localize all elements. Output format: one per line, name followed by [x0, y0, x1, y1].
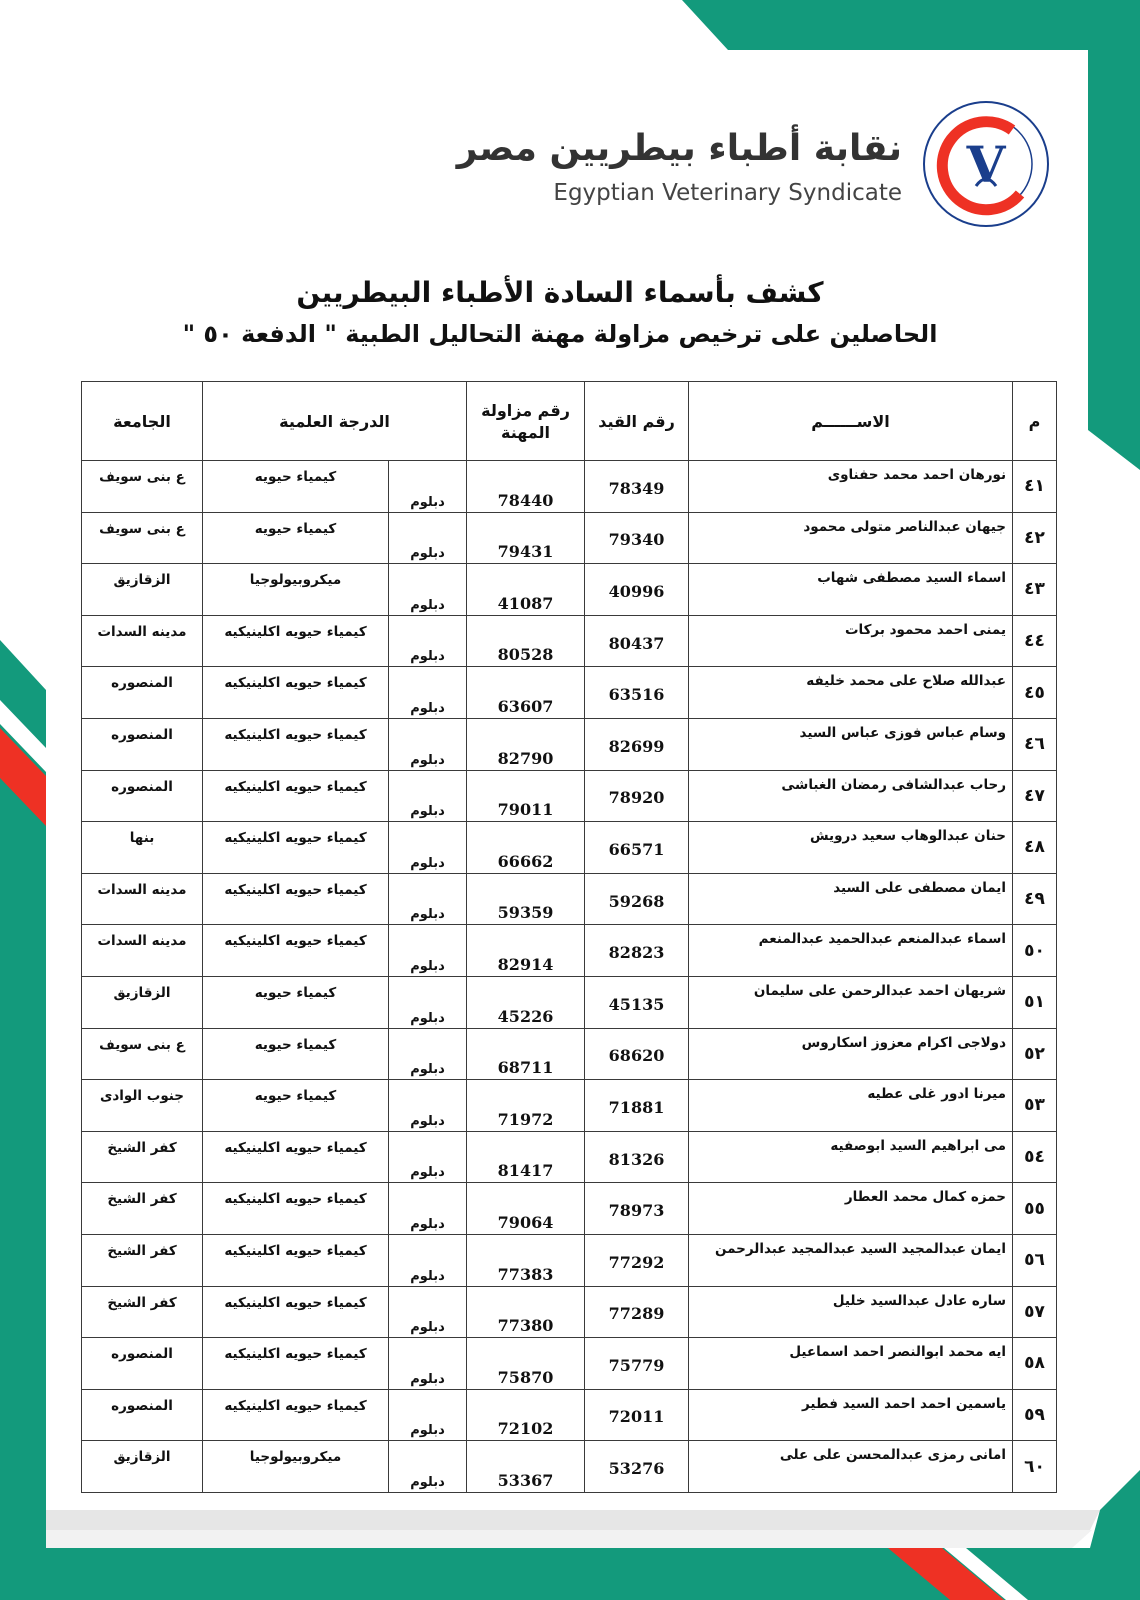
- row-number: ٤١: [1013, 461, 1057, 513]
- row-specialization: كيمياء حيويه اكلينيكيه: [203, 873, 389, 925]
- row-registration-number: 59268: [585, 873, 689, 925]
- row-degree: دبلوم: [389, 667, 467, 719]
- row-license-number: 75870: [467, 1338, 585, 1390]
- row-degree: دبلوم: [389, 1441, 467, 1493]
- row-specialization: كيمياء حيويه: [203, 1028, 389, 1080]
- row-number: ٤٤: [1013, 615, 1057, 667]
- table-row: [82, 1441, 1057, 1493]
- row-name: رحاب عبدالشافى رمضان الغباشى: [689, 770, 1013, 822]
- row-university: كفر الشيخ: [82, 1183, 203, 1235]
- row-number: ٥١: [1013, 976, 1057, 1028]
- row-name: مى ابراهيم السيد ابوصفيه: [689, 1131, 1013, 1183]
- row-degree: دبلوم: [389, 1028, 467, 1080]
- table-row: [82, 1234, 1057, 1286]
- row-degree: دبلوم: [389, 1080, 467, 1132]
- row-degree: دبلوم: [389, 1338, 467, 1390]
- row-number: ٥٤: [1013, 1131, 1057, 1183]
- syndicate-logo: [456, 98, 1052, 228]
- row-university: المنصوره: [82, 1389, 203, 1441]
- row-degree: دبلوم: [389, 718, 467, 770]
- row-registration-number: 66571: [585, 822, 689, 874]
- row-university: الزقازيق: [82, 1441, 203, 1493]
- row-degree: دبلوم: [389, 564, 467, 616]
- row-specialization: كيمياء حيويه: [203, 1080, 389, 1132]
- row-license-number: 77383: [467, 1234, 585, 1286]
- row-registration-number: 53276: [585, 1441, 689, 1493]
- row-registration-number: 82823: [585, 925, 689, 977]
- row-name: ساره عادل عبدالسيد خليل: [689, 1286, 1013, 1338]
- row-registration-number: 77292: [585, 1234, 689, 1286]
- row-license-number: 78440: [467, 461, 585, 513]
- table-row: [82, 512, 1057, 564]
- table-row: [82, 718, 1057, 770]
- table-row: [82, 770, 1057, 822]
- row-name: حنان عبدالوهاب سعيد درويش: [689, 822, 1013, 874]
- row-name: امانى رمزى عبدالمحسن على على: [689, 1441, 1013, 1493]
- row-license-number: 41087: [467, 564, 585, 616]
- row-name: ايه محمد ابوالنصر احمد اسماعيل: [689, 1338, 1013, 1390]
- row-degree: دبلوم: [389, 615, 467, 667]
- row-specialization: كيمياء حيويه: [203, 512, 389, 564]
- header-license-line2: المهنة: [501, 423, 551, 442]
- row-specialization: كيمياء حيويه اكلينيكيه: [203, 1131, 389, 1183]
- row-name: جيهان عبدالناصر متولى محمود: [689, 512, 1013, 564]
- header-name: الاســــــم: [689, 382, 1013, 461]
- row-degree: دبلوم: [389, 461, 467, 513]
- row-license-number: 79011: [467, 770, 585, 822]
- row-university: ع بنى سويف: [82, 512, 203, 564]
- row-degree: دبلوم: [389, 1389, 467, 1441]
- row-name: شريهان احمد عبدالرحمن على سليمان: [689, 976, 1013, 1028]
- bottom-right-teal-tip: [1090, 1470, 1140, 1548]
- document-subtitle: الحاصلين على ترخيص مزاولة مهنة التحاليل الطبية " الدفعة ٥٠ ": [182, 320, 938, 348]
- row-registration-number: 80437: [585, 615, 689, 667]
- row-license-number: 45226: [467, 976, 585, 1028]
- table-row: [82, 1183, 1057, 1235]
- row-license-number: 79431: [467, 512, 585, 564]
- row-number: ٤٦: [1013, 718, 1057, 770]
- row-registration-number: 81326: [585, 1131, 689, 1183]
- header-degree: الدرجة العلمية: [203, 382, 467, 461]
- table-row: [82, 925, 1057, 977]
- row-specialization: كيمياء حيويه اكلينيكيه: [203, 1286, 389, 1338]
- row-specialization: ميكروبيولوجيا: [203, 1441, 389, 1493]
- table-row: [82, 1338, 1057, 1390]
- row-degree: دبلوم: [389, 976, 467, 1028]
- row-university: المنصوره: [82, 1338, 203, 1390]
- row-registration-number: 78349: [585, 461, 689, 513]
- header-license: [467, 382, 585, 461]
- table-body: [82, 461, 1057, 1493]
- row-number: ٥٣: [1013, 1080, 1057, 1132]
- row-registration-number: 45135: [585, 976, 689, 1028]
- table-header-row: [82, 382, 1057, 461]
- row-number: ٤٢: [1013, 512, 1057, 564]
- table-row: [82, 1389, 1057, 1441]
- row-registration-number: 79340: [585, 512, 689, 564]
- physicians-table: [81, 381, 1057, 1493]
- row-degree: دبلوم: [389, 873, 467, 925]
- row-specialization: كيمياء حيويه اكلينيكيه: [203, 1183, 389, 1235]
- row-license-number: 71972: [467, 1080, 585, 1132]
- row-specialization: ميكروبيولوجيا: [203, 564, 389, 616]
- row-degree: دبلوم: [389, 512, 467, 564]
- row-name: نورهان احمد محمد حفناوى: [689, 461, 1013, 513]
- row-number: ٥٧: [1013, 1286, 1057, 1338]
- row-number: ٤٨: [1013, 822, 1057, 874]
- row-specialization: كيمياء حيويه اكلينيكيه: [203, 822, 389, 874]
- row-registration-number: 68620: [585, 1028, 689, 1080]
- row-degree: دبلوم: [389, 1286, 467, 1338]
- table-row: [82, 976, 1057, 1028]
- row-number: ٥٦: [1013, 1234, 1057, 1286]
- row-registration-number: 75779: [585, 1338, 689, 1390]
- row-degree: دبلوم: [389, 1183, 467, 1235]
- row-registration-number: 78920: [585, 770, 689, 822]
- row-registration-number: 72011: [585, 1389, 689, 1441]
- row-registration-number: 77289: [585, 1286, 689, 1338]
- row-name: ايمان مصطفى على السيد: [689, 873, 1013, 925]
- row-number: ٥٩: [1013, 1389, 1057, 1441]
- header-num: م: [1013, 382, 1057, 461]
- row-degree: دبلوم: [389, 770, 467, 822]
- row-license-number: 81417: [467, 1131, 585, 1183]
- row-degree: دبلوم: [389, 1234, 467, 1286]
- row-degree: دبلوم: [389, 925, 467, 977]
- row-university: المنصوره: [82, 770, 203, 822]
- row-name: عبدالله صلاح على محمد خليفه: [689, 667, 1013, 719]
- table-row: [82, 1080, 1057, 1132]
- table-row: [82, 822, 1057, 874]
- row-specialization: كيمياء حيويه اكلينيكيه: [203, 667, 389, 719]
- row-university: مدينه السدات: [82, 925, 203, 977]
- row-degree: دبلوم: [389, 1131, 467, 1183]
- row-specialization: كيمياء حيويه اكلينيكيه: [203, 1389, 389, 1441]
- row-registration-number: 40996: [585, 564, 689, 616]
- row-license-number: 79064: [467, 1183, 585, 1235]
- row-specialization: كيمياء حيويه اكلينيكيه: [203, 615, 389, 667]
- row-license-number: 59359: [467, 873, 585, 925]
- row-university: الزقازيق: [82, 564, 203, 616]
- row-specialization: كيمياء حيويه اكلينيكيه: [203, 1338, 389, 1390]
- row-license-number: 77380: [467, 1286, 585, 1338]
- table-row: [82, 615, 1057, 667]
- row-number: ٥٨: [1013, 1338, 1057, 1390]
- row-number: ٥٥: [1013, 1183, 1057, 1235]
- header-university: الجامعة: [82, 382, 203, 461]
- row-university: مدينه السدات: [82, 873, 203, 925]
- row-license-number: 53367: [467, 1441, 585, 1493]
- row-name: ميرنا ادور غلى عطيه: [689, 1080, 1013, 1132]
- header-license-line1: رقم مزاولة: [481, 401, 570, 421]
- row-license-number: 68711: [467, 1028, 585, 1080]
- row-number: ٥٠: [1013, 925, 1057, 977]
- row-number: ٤٥: [1013, 667, 1057, 719]
- table-row: [82, 1028, 1057, 1080]
- logo-arabic-name: نقابة أطباء بيطريين مصر: [456, 128, 902, 169]
- table-row: [82, 461, 1057, 513]
- row-name: حمزه كمال محمد العطار: [689, 1183, 1013, 1235]
- row-university: ع بنى سويف: [82, 1028, 203, 1080]
- row-registration-number: 78973: [585, 1183, 689, 1235]
- row-number: ٦٠: [1013, 1441, 1057, 1493]
- header-reg: رقم القيد: [585, 382, 689, 461]
- row-university: كفر الشيخ: [82, 1131, 203, 1183]
- row-specialization: كيمياء حيويه اكلينيكيه: [203, 1234, 389, 1286]
- row-registration-number: 82699: [585, 718, 689, 770]
- row-specialization: كيمياء حيويه: [203, 461, 389, 513]
- row-university: ع بنى سويف: [82, 461, 203, 513]
- row-name: وسام عباس فوزى عباس السيد: [689, 718, 1013, 770]
- row-number: ٤٣: [1013, 564, 1057, 616]
- row-specialization: كيمياء حيويه: [203, 976, 389, 1028]
- row-university: المنصوره: [82, 667, 203, 719]
- row-name: ايمان عبدالمجيد السيد عبدالمجيد عبدالرحمن: [689, 1234, 1013, 1286]
- bottom-gray-band: [46, 1510, 1100, 1530]
- row-university: جنوب الوادى: [82, 1080, 203, 1132]
- row-license-number: 80528: [467, 615, 585, 667]
- row-university: بنها: [82, 822, 203, 874]
- row-university: الزقازيق: [82, 976, 203, 1028]
- syndicate-emblem-icon: [920, 98, 1052, 230]
- logo-english-name: Egyptian Veterinary Syndicate: [553, 180, 902, 206]
- bottom-gray-band-2: [46, 1530, 1092, 1548]
- row-number: ٥٢: [1013, 1028, 1057, 1080]
- row-license-number: 82790: [467, 718, 585, 770]
- row-university: المنصوره: [82, 718, 203, 770]
- row-name: ياسمين احمد احمد السيد فطير: [689, 1389, 1013, 1441]
- row-registration-number: 71881: [585, 1080, 689, 1132]
- row-registration-number: 63516: [585, 667, 689, 719]
- row-degree: دبلوم: [389, 822, 467, 874]
- table-row: [82, 1286, 1057, 1338]
- row-license-number: 72102: [467, 1389, 585, 1441]
- row-license-number: 63607: [467, 667, 585, 719]
- row-license-number: 82914: [467, 925, 585, 977]
- row-name: اسماء عبدالمنعم عبدالحميد عبدالمنعم: [689, 925, 1013, 977]
- table-row: [82, 667, 1057, 719]
- row-specialization: كيمياء حيويه اكلينيكيه: [203, 925, 389, 977]
- row-name: يمنى احمد محمود بركات: [689, 615, 1013, 667]
- row-university: كفر الشيخ: [82, 1234, 203, 1286]
- row-name: اسماء السيد مصطفى شهاب: [689, 564, 1013, 616]
- row-specialization: كيمياء حيويه اكلينيكيه: [203, 718, 389, 770]
- row-number: ٤٧: [1013, 770, 1057, 822]
- row-number: ٤٩: [1013, 873, 1057, 925]
- row-university: مدينه السدات: [82, 615, 203, 667]
- table-row: [82, 1131, 1057, 1183]
- row-name: دولاجى اكرام معزوز اسكاروس: [689, 1028, 1013, 1080]
- table-row: [82, 564, 1057, 616]
- emblem-letter: V: [966, 135, 1006, 194]
- row-license-number: 66662: [467, 822, 585, 874]
- row-university: كفر الشيخ: [82, 1286, 203, 1338]
- document-title: كشف بأسماء السادة الأطباء البيطريين: [296, 276, 824, 309]
- table-row: [82, 873, 1057, 925]
- row-specialization: كيمياء حيويه اكلينيكيه: [203, 770, 389, 822]
